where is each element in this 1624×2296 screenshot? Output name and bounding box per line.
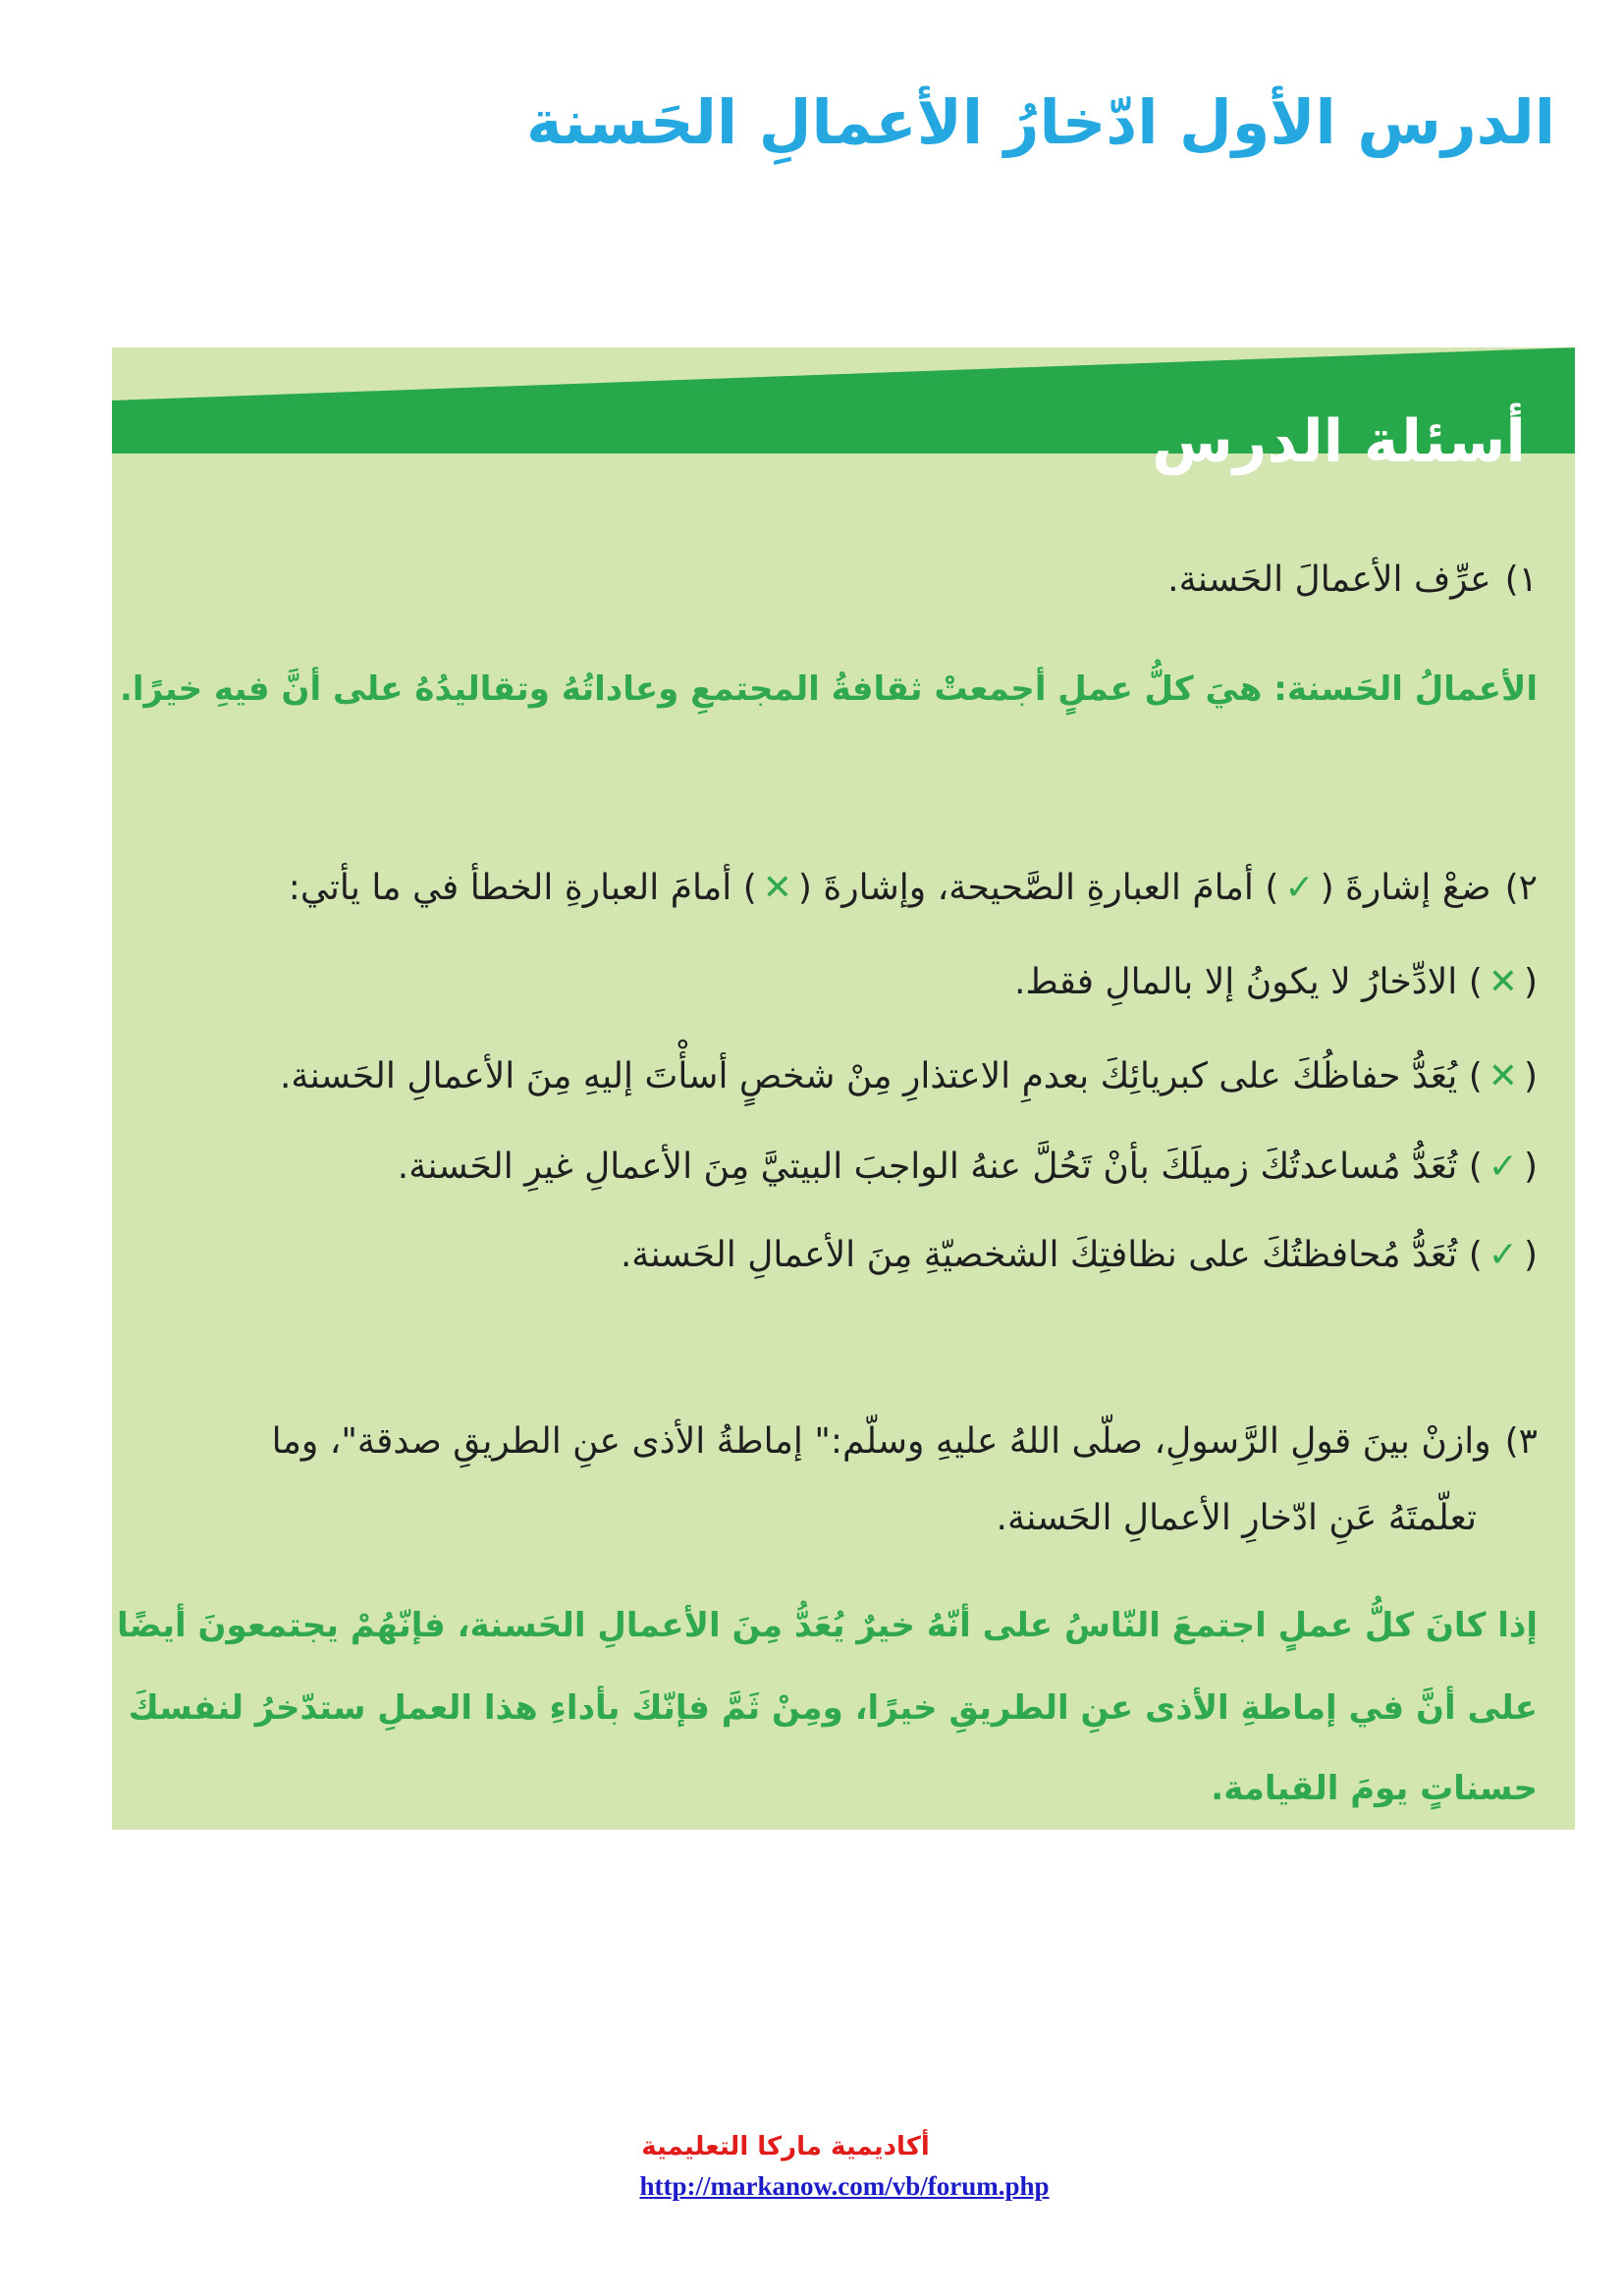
lesson-title: الدرس الأول ادّخارُ الأعمالِ الحَسنة [525,86,1555,158]
statement-text: تُعَدُّ مُساعدتُكَ زميلَكَ بأنْ تَحُلَّ عنهُ الواجبَ البيتيَّ مِنَ الأعمالِ غيرِ الحَسنة. [397,1147,1458,1187]
statement-text: الادِّخارُ لا يكونُ إلا بالمالِ فقط. [1013,962,1458,1002]
question-2 [147,866,1538,912]
statement-item: (✓) تُعَدُّ مُحافظتُكَ على نظافتِكَ الشخصيّةِ مِنَ الأعمالِ الحَسنة. [147,1233,1538,1279]
question-3-continued: تعلّمتَهُ عَنِ ادّخارِ الأعمالِ الحَسنة. [996,1498,1477,1538]
footer-academy-name: أكاديمية ماركا التعليمية [641,2132,930,2162]
question-number: ٣) [1504,1421,1538,1462]
cross-icon: ✕ [762,868,792,908]
statement-item: (✕) الادِّخارُ لا يكونُ إلا بالمالِ فقط. [147,960,1538,1006]
check-icon: ✓ [1284,868,1315,908]
answer-1: الأعمالُ الحَسنة: هيَ كلُّ عملٍ أجمعتْ ثقافةُ المجتمعِ وعاداتُهُ وتقاليدُهُ على أنَّ فيهِ خيرًا. [119,669,1538,709]
question-1 [147,558,1538,604]
question-text: عرِّف الأعمالَ الحَسنة. [1167,560,1491,600]
cross-icon: ✕ [1488,962,1518,1002]
footer-link[interactable]: http://markanow.com/vb/forum.php [639,2171,1050,2201]
answer-3-line: إذا كانَ كلُّ عملٍ اجتمعَ النّاسُ على أنّهُ خيرٌ يُعَدُّ مِنَ الأعمالِ الحَسنة، فإنّهُمْ يجتمعونَ أيضًا [117,1606,1538,1645]
check-icon: ✓ [1488,1147,1518,1187]
question-3 [147,1419,1538,1466]
prompt-part: ) أمامَ العبارةِ الصَّحيحة، وإشارةَ ( [797,868,1279,908]
cross-icon: ✕ [1488,1056,1518,1096]
statement-item: (✓) تُعَدُّ مُساعدتُكَ زميلَكَ بأنْ تَحُلَّ عنهُ الواجبَ البيتيَّ مِنَ الأعمالِ غيرِ الحَسنة. [147,1145,1538,1191]
statement-item: (✕) يُعَدُّ حفاظُكَ على كبريائِكَ بعدمِ الاعتذارِ مِنْ شخصٍ أسأْتَ إليهِ مِنَ الأعمالِ الحَسنة. [147,1054,1538,1100]
check-icon: ✓ [1488,1235,1518,1275]
statement-text: يُعَدُّ حفاظُكَ على كبريائِكَ بعدمِ الاعتذارِ مِنْ شخصٍ أسأْتَ إليهِ مِنَ الأعمالِ الحَسنة. [279,1056,1458,1096]
prompt-part: ضعْ إشارةَ ( [1320,868,1491,908]
question-text: وازنْ بينَ قولِ الرَّسولِ، صلّى اللهُ عليهِ وسلّم:" إماطةُ الأذى عنِ الطريقِ صدقة"، وما [271,1421,1491,1462]
question-number: ١) [1504,560,1538,600]
prompt-part: ) أمامَ العبارةِ الخطأ في ما يأتي: [288,868,757,908]
answer-3-line: على أنَّ في إماطةِ الأذى عنِ الطريقِ خيرًا، ومِنْ ثَمَّ فإنّكَ بأداءِ هذا العملِ ستدّخرُ لنفسكَ [128,1688,1538,1728]
question-number: ٢) [1504,868,1538,908]
answer-3-line: حسناتٍ يومَ القيامة. [1211,1769,1538,1808]
banner-title: أسئلة الدرس [1152,407,1526,476]
statement-text: تُعَدُّ مُحافظتُكَ على نظافتِكَ الشخصيّةِ مِنَ الأعمالِ الحَسنة. [620,1235,1458,1275]
section-banner [112,347,1575,534]
